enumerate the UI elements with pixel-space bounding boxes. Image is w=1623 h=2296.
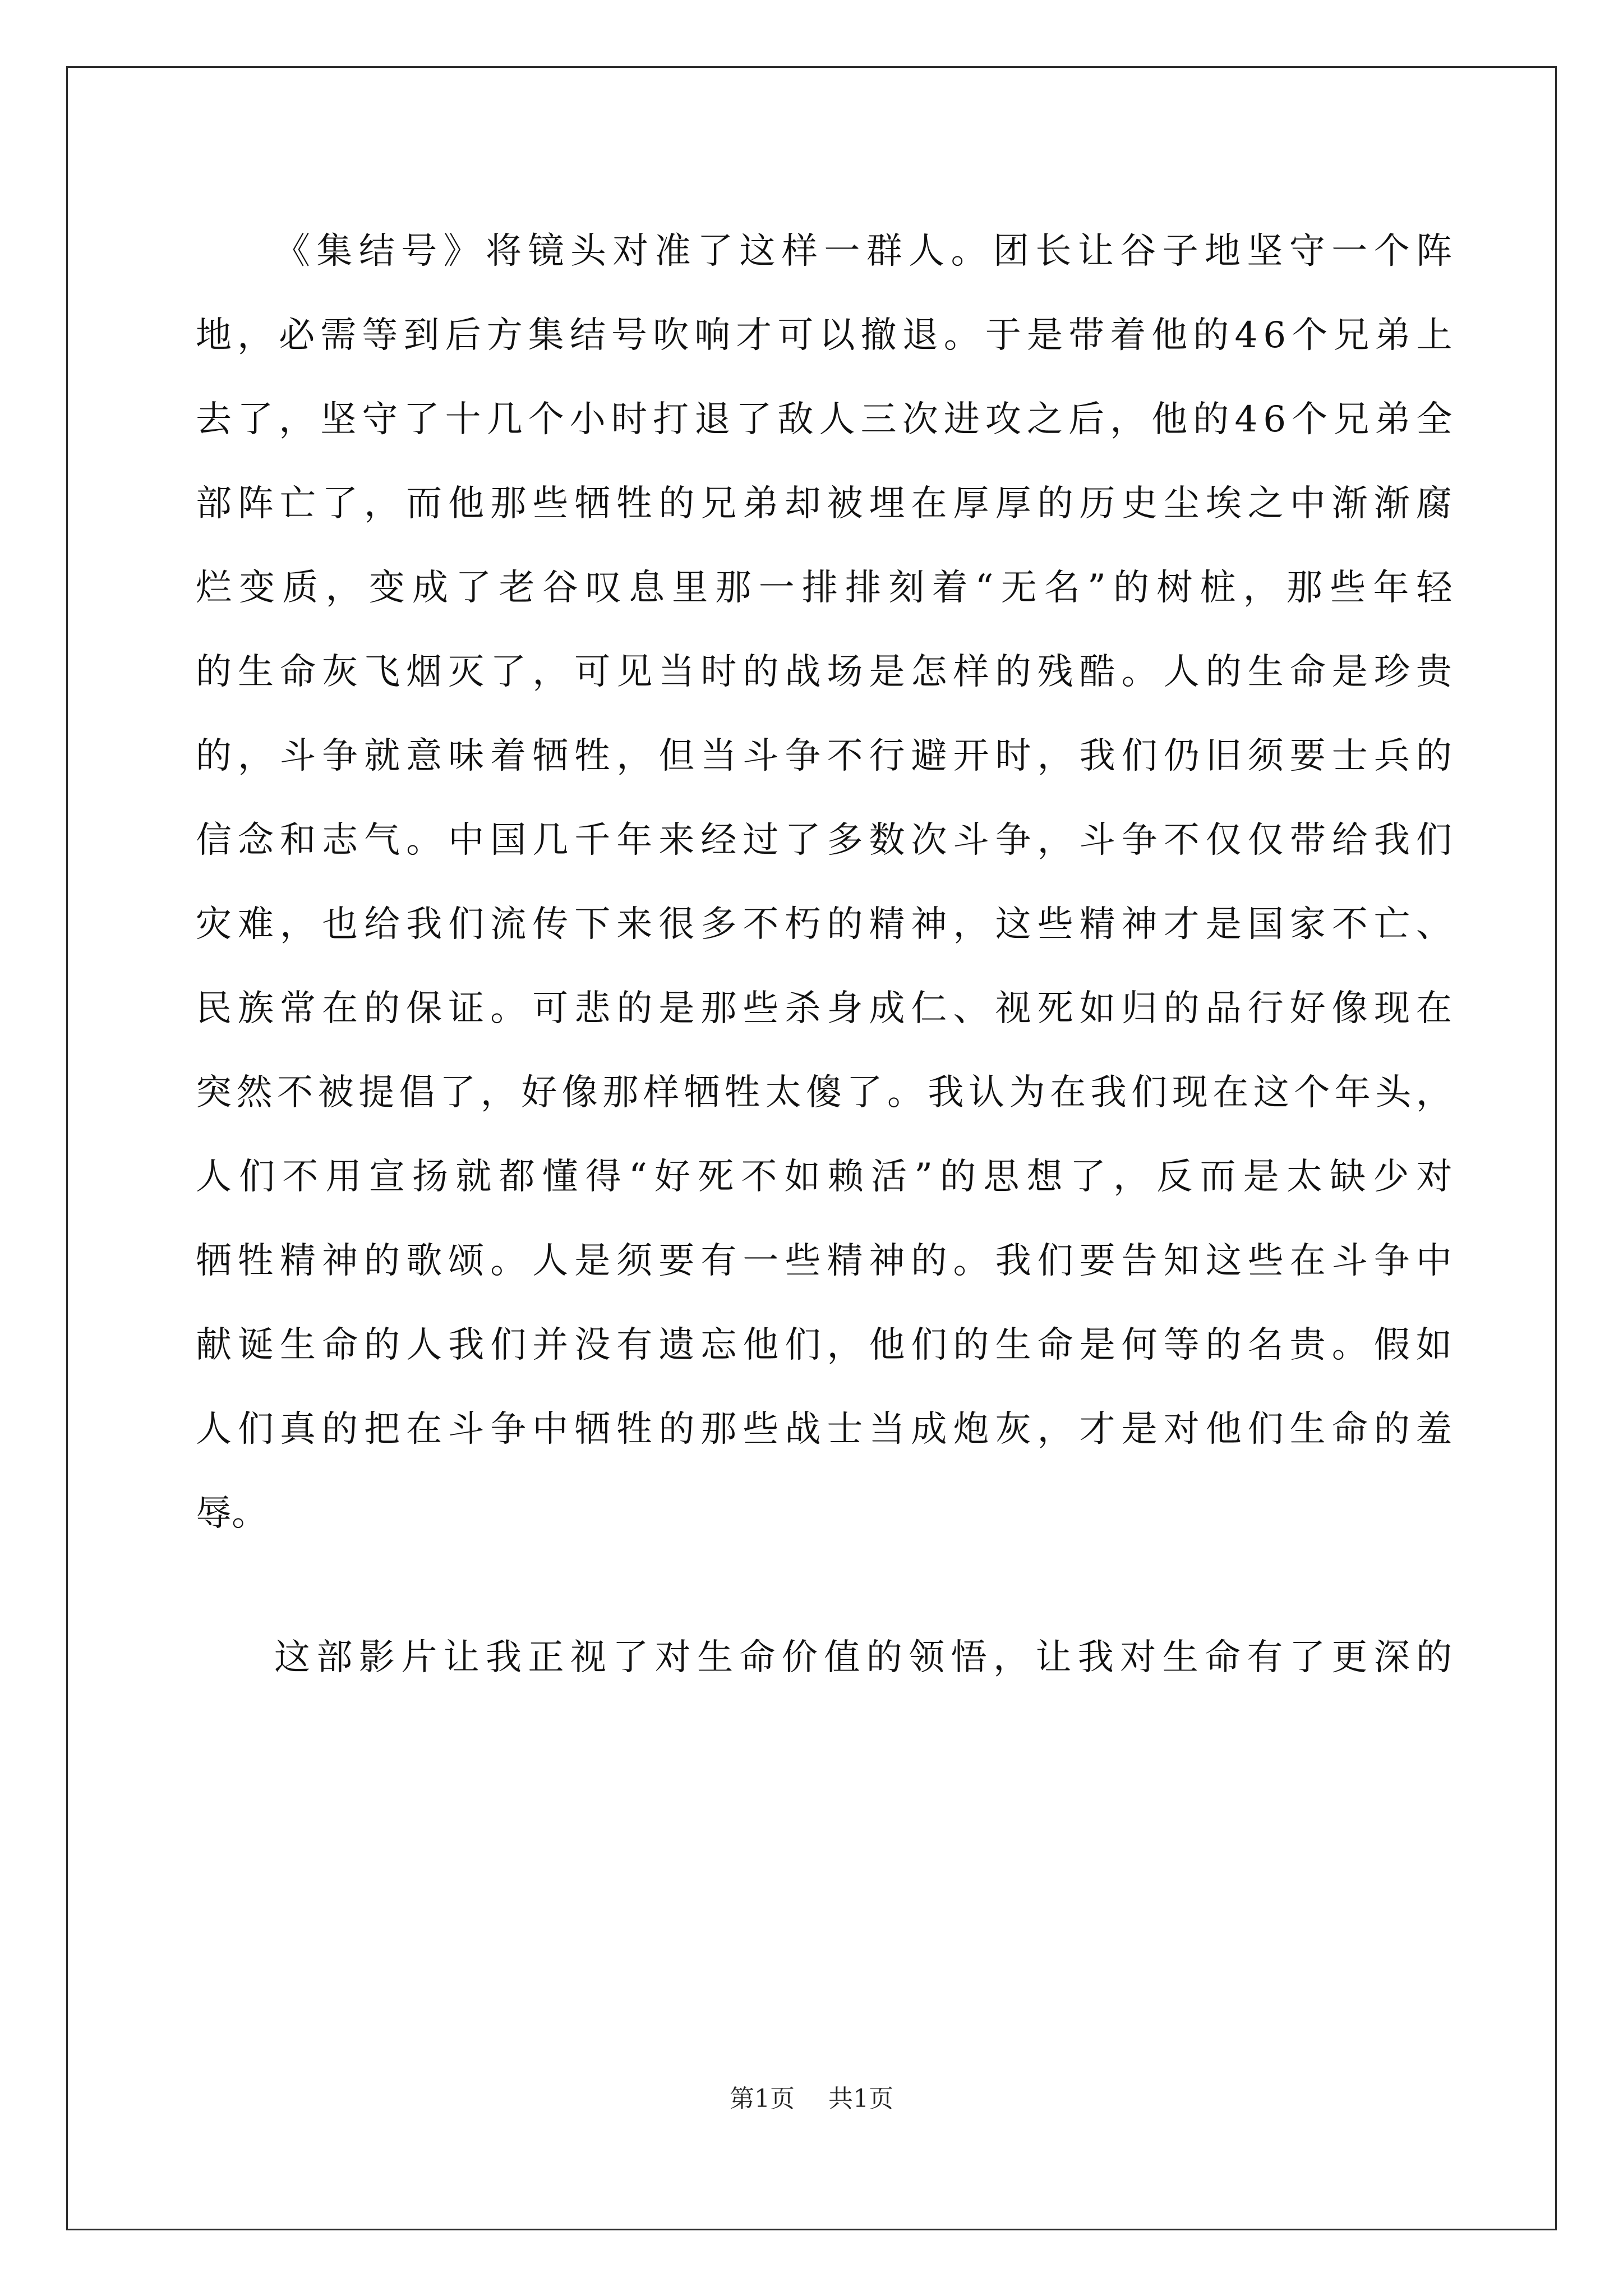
- paragraph-1-line-2: 地，必需等到后方集结号吹响才可以撤退。于是带着他的46个兄弟上: [196, 315, 1458, 356]
- paragraph-2-line-1: 这部影片让我正视了对生命价值的领悟，让我对生命有了更深的: [274, 1637, 1459, 1678]
- paragraph-1-line-15: 人们真的把在斗争中牺牲的那些战士当成炮灰，才是对他们生命的羞: [196, 1409, 1458, 1450]
- paragraph-1-line-4: 部阵亡了，而他那些牺牲的兄弟却被埋在厚厚的历史尘埃之中渐渐腐: [196, 483, 1458, 524]
- paragraph-1-line-14: 献诞生命的人我们并没有遗忘他们，他们的生命是何等的名贵。假如: [196, 1324, 1458, 1366]
- paragraph-1-line-11: 突然不被提倡了，好像那样牺牲太傻了。我认为在我们现在这个年头，: [196, 1072, 1457, 1114]
- paragraph-1-line-10: 民族常在的保证。可悲的是那些杀身成仁、视死如归的品行好像现在: [196, 988, 1458, 1029]
- page-footer: [0, 2082, 1623, 2116]
- paragraph-1-line-7: 的，斗争就意味着牺牲，但当斗争不行避开时，我们仍旧须要士兵的: [196, 735, 1458, 777]
- paragraph-1-line-8: 信念和志气。中国几千年来经过了多数次斗争，斗争不仅仅带给我们: [196, 820, 1458, 861]
- paragraph-1-line-1: 《集结号》将镜头对准了这样一群人。团长让谷子地坚守一个阵: [274, 231, 1459, 272]
- page-number-label: 第1页: [730, 2085, 795, 2113]
- paragraph-1-line-12: 人们不用宣扬就都懂得“好死不如赖活”的思想了，反而是太缺少对: [196, 1156, 1460, 1198]
- paragraph-1-line-16: 辱。: [196, 1493, 268, 1534]
- page-frame: [66, 66, 1557, 2230]
- paragraph-1-line-13: 牺牲精神的歌颂。人是须要有一些精神的。我们要告知这些在斗争中: [196, 1240, 1458, 1282]
- page-total-label: 共1页: [828, 2085, 893, 2113]
- paragraph-1-line-5: 烂变质，变成了老谷叹息里那一排排刻着“无名”的树桩，那些年轻: [196, 567, 1460, 609]
- paragraph-1-line-6: 的生命灰飞烟灭了，可见当时的战场是怎样的残酷。人的生命是珍贵: [196, 651, 1458, 693]
- paragraph-1-line-3: 去了，坚守了十几个小时打退了敌人三次进攻之后，他的46个兄弟全: [196, 399, 1458, 440]
- paragraph-1-line-9: 灾难，也给我们流传下来很多不朽的精神，这些精神才是国家不亡、: [196, 904, 1458, 945]
